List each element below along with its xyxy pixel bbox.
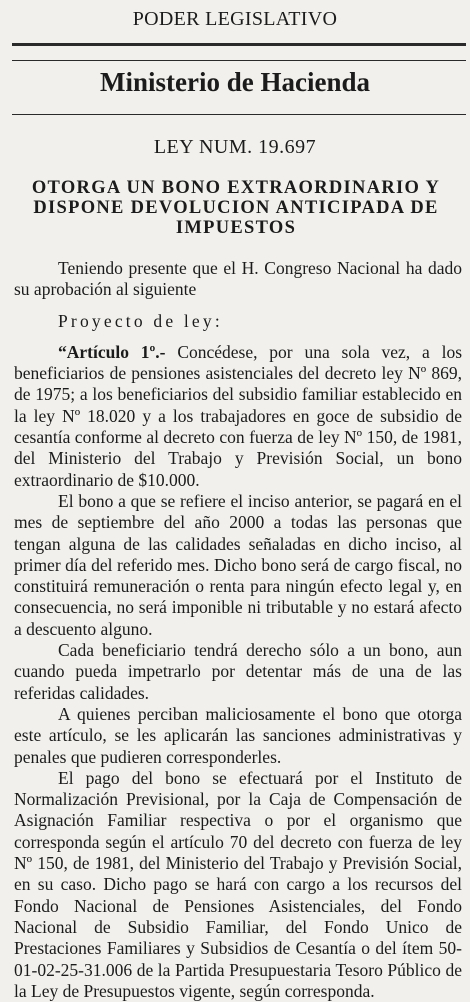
header-rule-thick xyxy=(12,43,466,46)
law-body xyxy=(14,258,462,1002)
intro-paragraph: Teniendo presente que el H. Congreso Nacional ha dado su aprobación al siguiente xyxy=(14,258,462,300)
law-number: LEY NUM. 19.697 xyxy=(153,136,317,158)
header-rule-thin xyxy=(12,60,466,61)
article-text: Concédese, por una sola vez, a los beneficiarios de pensiones asistenciales del decreto ley Nº 869, de 1975; a los beneficiarios del subsidio familiar establecido en la ley Nº 18.020 y a los trabajadores en goce de subsidio de cesantía conforme al decreto con fuerza de ley Nº 150, de 1981, del Ministerio del Trabajo y Previsión Social, un bono extraordinario de $10.000. xyxy=(14,341,462,490)
article-1-paragraph xyxy=(14,342,462,491)
section-header: PODER LEGISLATIVO xyxy=(132,8,338,30)
paragraph-sanciones: A quienes perciban maliciosamente el bono que otorga este artículo, se les aplicarán las sanciones administrativas y penales que pudieren corresponderles. xyxy=(14,703,462,767)
paragraph-beneficiario: Cada beneficiario tendrá derecho sólo a un bono, aun cuando pueda impetrarlo por detentar más de una de las referidas calidades. xyxy=(14,640,462,703)
ministry-rule xyxy=(12,114,466,115)
law-title: OTORGA UN BONO EXTRAORDINARIO Y DISPONE DEVOLUCION ANTICIPADA DE IMPUESTOS xyxy=(31,178,441,238)
paragraph-bono-pago: El bono a que se refiere el inciso anterior, se pagará en el mes de septiembre del año 2000 a todas las personas que tengan alguna de las calidades señaladas en dicho inciso, al primer día del referido mes. Dicho bono será de cargo fiscal, no constituirá remuneración o renta para ningún efecto legal y, en consecuencia, no será imponible ni tributable y no estará afecto a descuento alguno. xyxy=(14,490,462,639)
ministry-title: Ministerio de Hacienda xyxy=(100,67,370,97)
proyecto-label: Proyecto de ley: xyxy=(58,310,223,331)
paragraph-pago-instituto: El pago del bono se efectuará por el Instituto de Normalización Previsional, por la Caja de Compensación de Asignación Familiar respectiva o por el organismo que corresponda según el artículo 70 del decreto con fuerza de ley Nº 150, de 1981, del Ministerio del Trabajo y Previsión Social, en su caso. Dicho pago se hará con cargo a los recursos del Fondo Nacional de Pensiones Asistenciales, del Fondo Nacional de Subsidio Familiar, del Fondo Unico de Prestaciones Familiares y Subsidios de Cesantía o del ítem 50-01-02-25-31.006 de la Partida Presupuestaria Tesoro Público de la Ley de Presupuestos vigente, según corresponda. xyxy=(14,767,462,1001)
article-label: “Artículo 1º.- xyxy=(58,341,166,362)
